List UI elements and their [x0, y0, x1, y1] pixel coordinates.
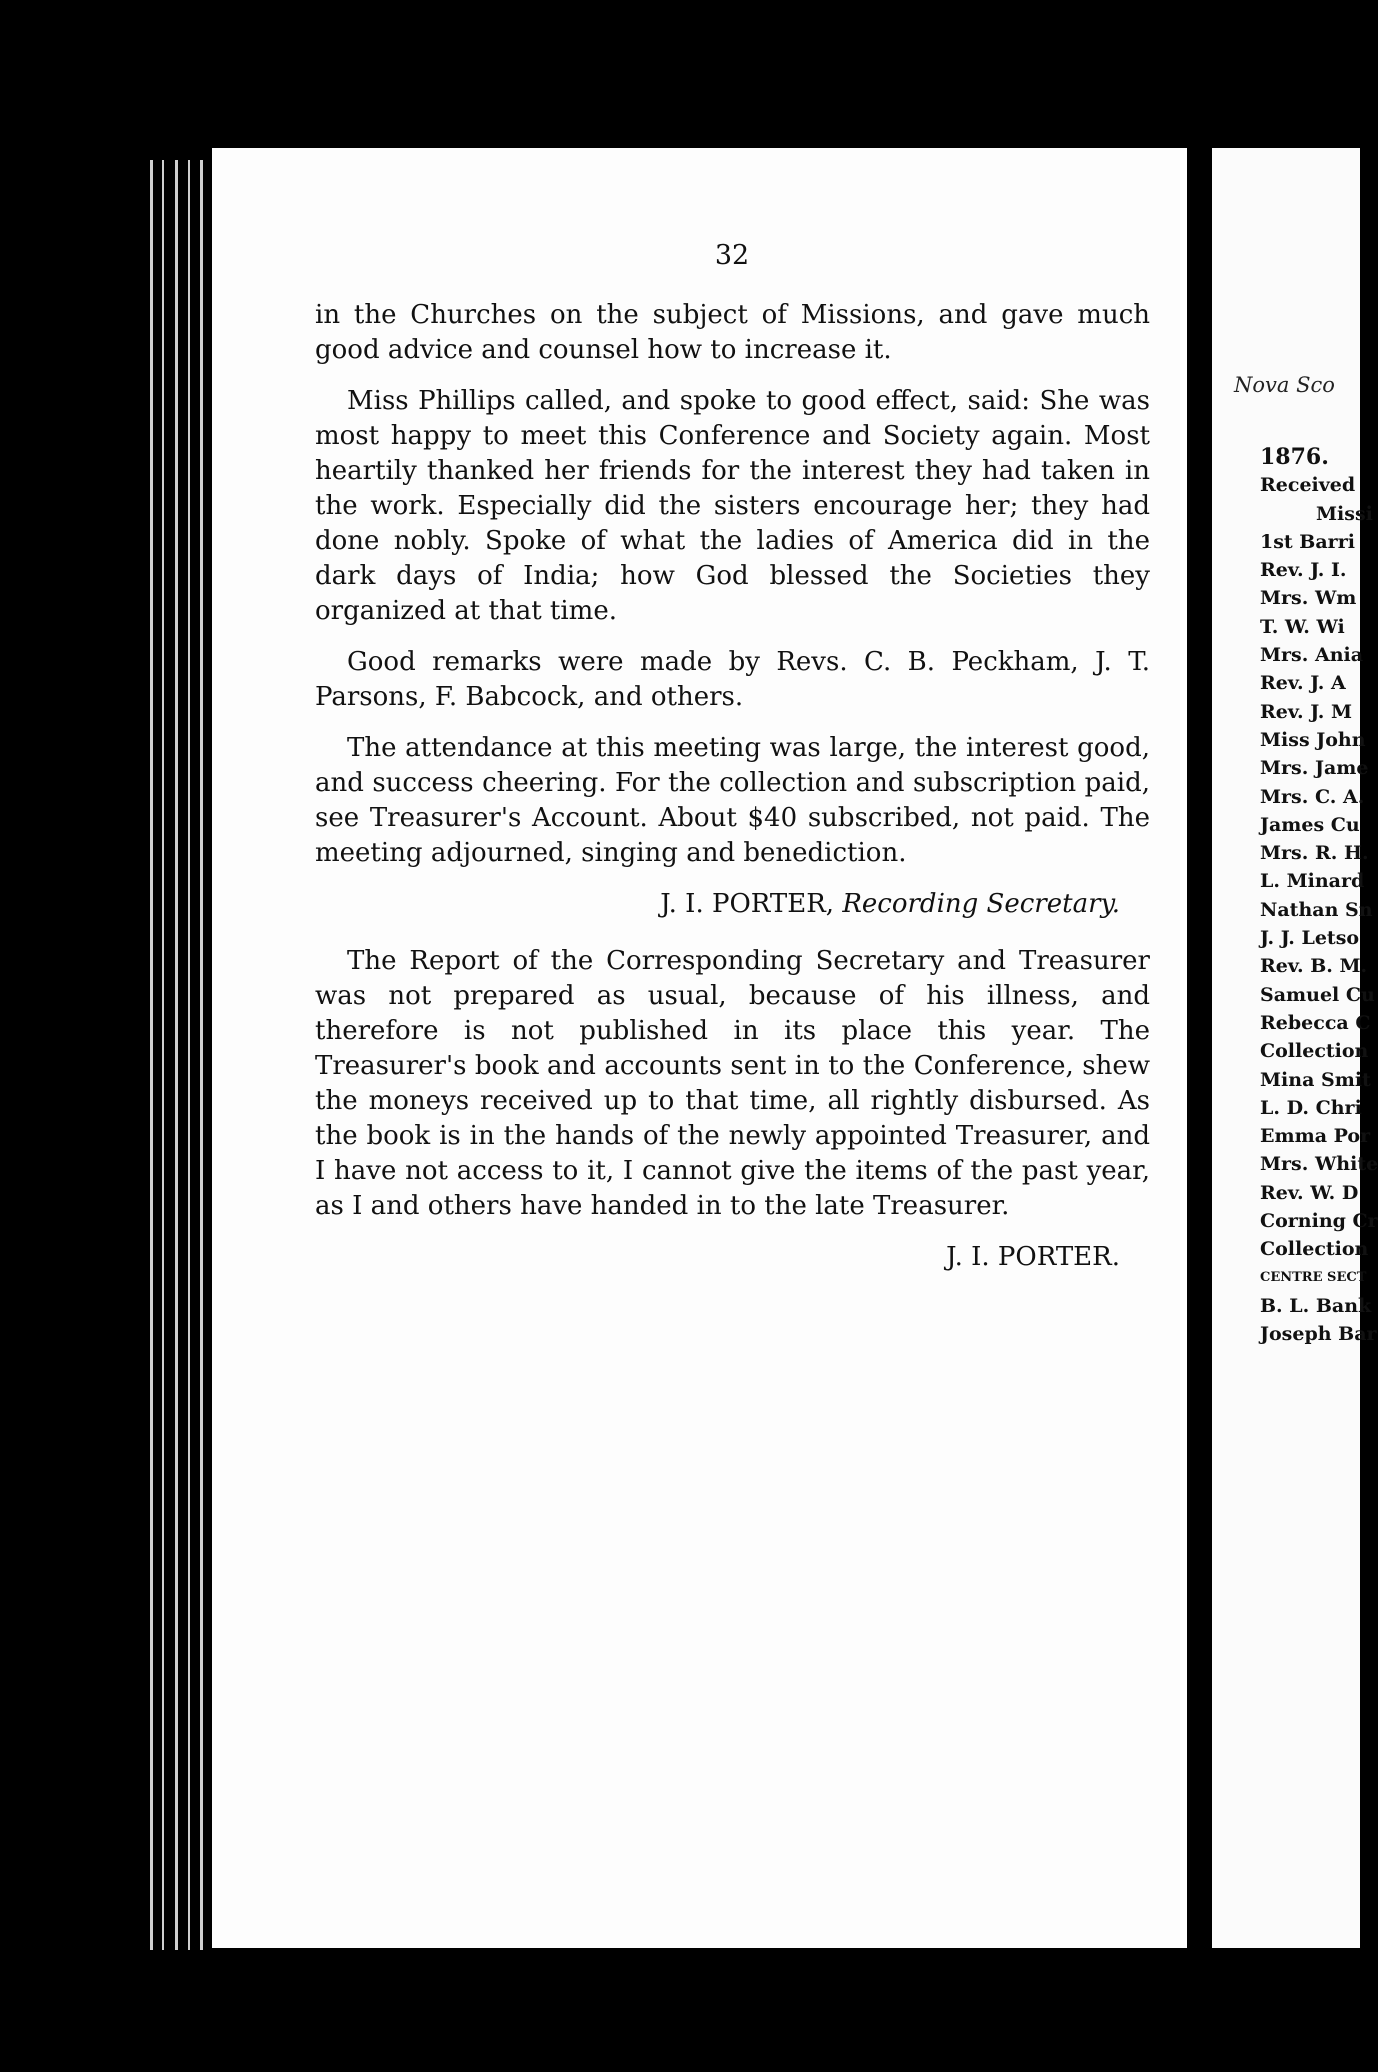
list-item: T. W. Wi	[1260, 615, 1345, 638]
list-item: Corning Cr	[1260, 1210, 1378, 1233]
list-item: Rev. J. I.	[1260, 559, 1347, 582]
list-item: L. Minard	[1260, 870, 1365, 893]
list-item: Joseph Bar	[1260, 1323, 1377, 1346]
list-item: 1876.	[1260, 444, 1329, 470]
list-item: Mina Smit	[1260, 1068, 1371, 1091]
page-edge	[175, 160, 178, 1950]
list-item: Rebecca C	[1260, 1011, 1371, 1034]
adjacent-page-list	[1260, 443, 1378, 1349]
left-gutter	[0, 0, 215, 2072]
list-item: Mrs. Jame	[1260, 757, 1369, 780]
list-item: Collection	[1260, 1238, 1369, 1261]
list-item: J. J. Letso	[1260, 927, 1360, 950]
page-edge	[150, 160, 153, 1950]
page-edge	[200, 160, 203, 1950]
page-edge	[162, 160, 164, 1950]
list-item: Rev. J. A	[1260, 672, 1346, 695]
signature-role: Recording Secretary.	[842, 889, 1120, 919]
list-item: L. D. Chri	[1260, 1096, 1362, 1119]
list-item: Rev. W. D	[1260, 1181, 1359, 1204]
list-item: B. L. Bank	[1260, 1294, 1372, 1317]
book-page	[212, 148, 1187, 1948]
list-item: Rev. B. M.	[1260, 955, 1368, 978]
list-item: Nathan Sn	[1260, 898, 1373, 921]
list-item: Missi	[1316, 502, 1373, 525]
list-item: Emma Por	[1260, 1125, 1371, 1148]
list-item: 1st Barri	[1260, 530, 1355, 553]
paragraph: Miss Phillips called, and spoke to good effect, said: She was most happy to meet this Conference and Society again. Most heartily thanked her friends for the interest they had taken in the work. Especially did the sisters encourage her; they had done nobly. Spoke of what the ladies of America did in the dark days of India; how God blessed the Societies they organized at that time.	[315, 386, 1150, 626]
paragraph: in the Churches on the subject of Missions, and gave much good advice and counsel how to increase it.	[315, 300, 1150, 365]
list-item: Samuel Cu	[1260, 983, 1375, 1006]
page-number: 32	[714, 240, 750, 271]
list-item: James Cu	[1260, 813, 1360, 836]
list-item: Mrs. White	[1260, 1153, 1378, 1176]
gutter-divider	[1196, 150, 1210, 1940]
signature-recording-secretary	[315, 887, 1150, 922]
list-item: Mrs. C. A.	[1260, 785, 1365, 808]
paragraph: Good remarks were made by Revs. C. B. Peckham, J. T. Parsons, F. Babcock, and others.	[315, 647, 1150, 712]
list-item: Received	[1260, 474, 1356, 497]
page-body	[315, 298, 1150, 1291]
adjacent-page	[1212, 148, 1378, 1948]
page-edge	[188, 160, 190, 1950]
list-item: Miss John	[1260, 728, 1366, 751]
list-item: Mrs. Wm	[1260, 587, 1357, 610]
list-item: Mrs. Ania	[1260, 644, 1364, 667]
paragraph: The attendance at this meeting was large, the interest good, and success cheering. For the collection and subscription paid, see Treasurer's Account. About $40 subscribed, not paid. The meeting adjourned, singing and benediction.	[315, 733, 1150, 868]
adjacent-page-header: Nova Sco	[1234, 373, 1335, 397]
paragraph-report: The Report of the Corresponding Secretary and Treasurer was not prepared as usual, because of his illness, and therefore is not published in its place this year. The Treasurer's book and accounts sent in to the Conference, shew the moneys received up to that time, all rightly disbursed. As the book is in the hands of the newly appointed Treasurer, and I have not access to it, I cannot give the items of the past year, as I and others have handed in to the late Treasurer.	[315, 946, 1150, 1221]
list-item: CENTRE SECT	[1260, 1269, 1367, 1285]
list-item: Rev. J. M	[1260, 700, 1353, 723]
list-item: Collection	[1260, 1040, 1369, 1063]
signature-final: J. I. PORTER.	[946, 1242, 1120, 1272]
signature-name: J. I. PORTER,	[660, 889, 835, 919]
list-item: Mrs. R. H.	[1260, 842, 1369, 865]
